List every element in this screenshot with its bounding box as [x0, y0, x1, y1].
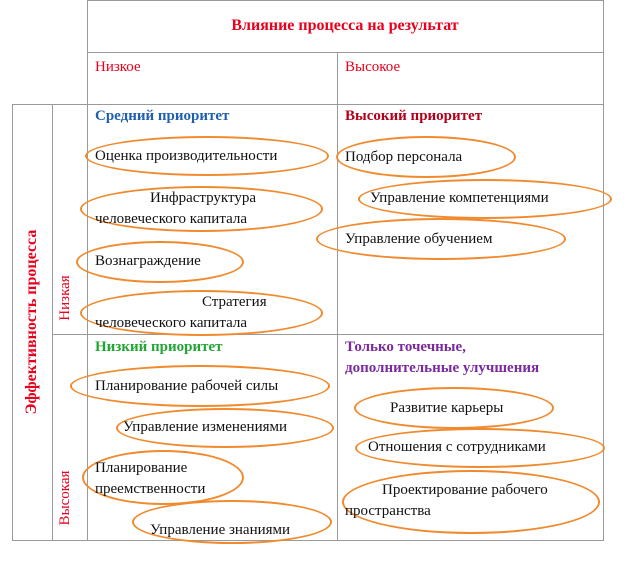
item-workspace-design: Проектирование рабочего — [382, 482, 548, 498]
item-infrastructure-line2: человеческого капитала — [95, 211, 247, 227]
item-workforce-planning: Планирование рабочей силы — [95, 378, 279, 394]
item-performance-evaluation: Оценка производительности — [95, 148, 278, 164]
item-succession-planning: Планирование — [95, 460, 188, 476]
item-employee-relations: Отношения с сотрудниками — [368, 439, 546, 455]
grid-line-bottom — [12, 540, 604, 541]
grid-line-col-right — [603, 0, 604, 540]
item-strategy-line2: человеческого капитала — [95, 315, 247, 331]
item-learning-management: Управление обучением — [345, 231, 493, 247]
grid-line-left-outer — [12, 104, 13, 540]
item-succession-planning-line2: преемственности — [95, 481, 206, 497]
item-change-management: Управление изменениями — [123, 419, 288, 435]
grid-line-matrix-top — [12, 104, 604, 105]
item-recruitment: Подбор персонала — [345, 149, 463, 165]
column-label-low: Низкое — [95, 59, 141, 75]
column-label-high: Высокое — [345, 59, 401, 75]
row-label-low: Низкая — [57, 275, 73, 321]
item-infrastructure: Инфраструктура — [150, 190, 257, 206]
quadrant-heading-high-priority: Высокий приоритет — [345, 108, 483, 124]
item-strategy: Стратегия — [202, 294, 267, 310]
quadrant-heading-spot-improvements: Только точечные, — [345, 339, 466, 355]
grid-line-middle-horizontal — [52, 334, 604, 335]
grid-line-col-middle — [337, 52, 338, 540]
side-title: Эффективность процесса — [23, 229, 40, 415]
quadrant-heading-medium-priority: Средний приоритет — [95, 108, 230, 124]
quadrant-heading-low-priority: Низкий приоритет — [95, 339, 223, 355]
header-title: Влияние процесса на результат — [231, 17, 459, 34]
item-career-development: Развитие карьеры — [390, 400, 504, 416]
item-workspace-design-line2: пространства — [345, 503, 431, 519]
item-compensation: Вознаграждение — [95, 253, 201, 269]
grid-line-left-inner — [52, 104, 53, 540]
grid-line-top — [87, 0, 604, 1]
item-knowledge-management: Управление знаниями — [150, 522, 291, 538]
grid-line-header-divider — [87, 52, 604, 53]
row-label-high: Высокая — [57, 470, 73, 526]
item-competency-management: Управление компетенциями — [370, 190, 549, 206]
quadrant-heading-spot-improvements-line2: дополнительные улучшения — [345, 360, 540, 376]
